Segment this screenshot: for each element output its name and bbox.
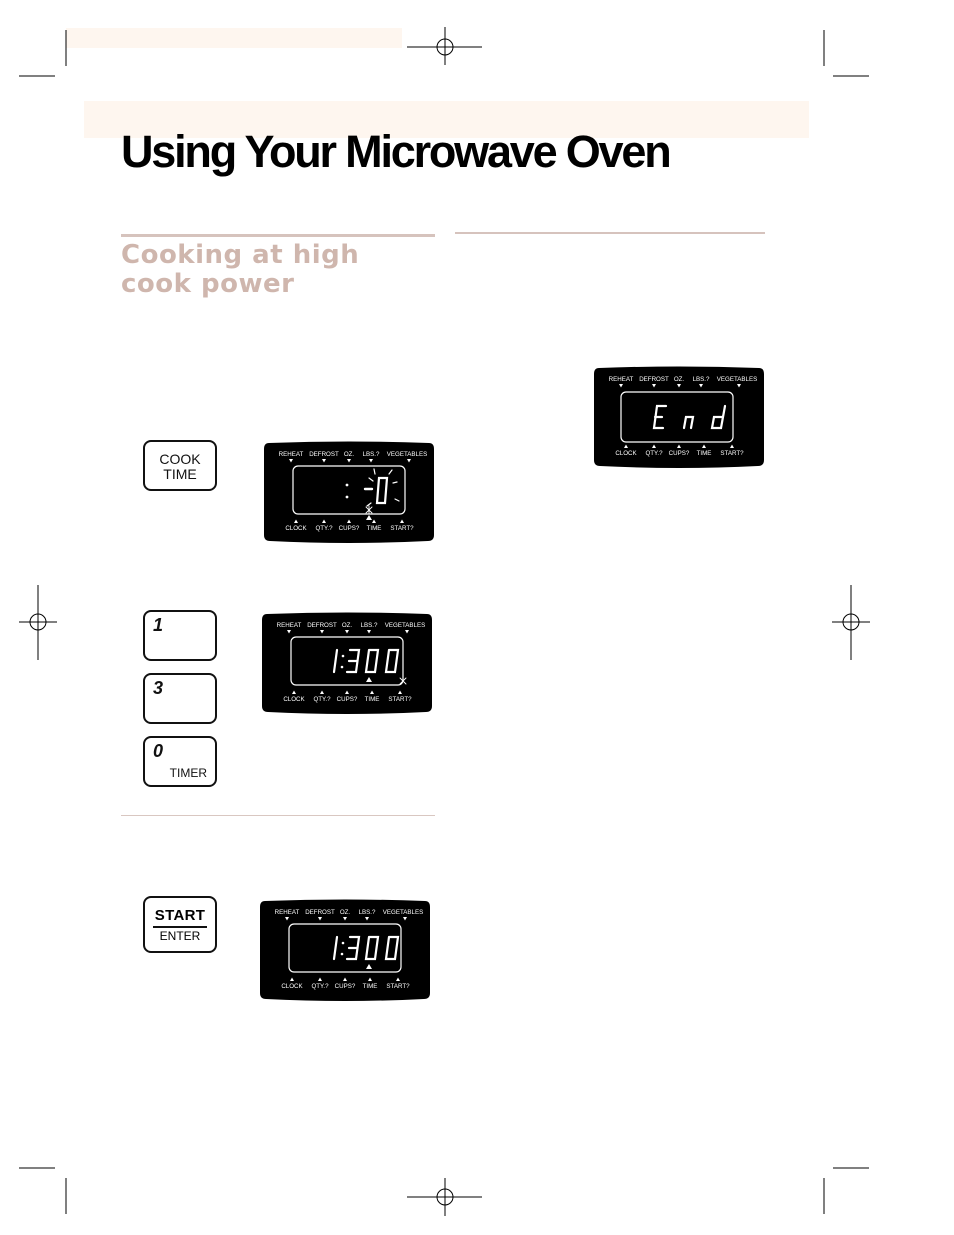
digit-1-key-label: 1: [153, 615, 164, 635]
section-heading-line-1: Cooking at high: [121, 240, 360, 270]
display-label-qty: QTY.?: [645, 450, 663, 457]
display-label-defrost: DEFROST: [639, 376, 669, 383]
display-label-time: TIME: [364, 696, 380, 703]
display-label-lbs: LBS.?: [362, 451, 380, 458]
display-label-start: START?: [388, 696, 412, 703]
display-label-oz: OZ.: [673, 376, 685, 383]
display-label-defrost: DEFROST: [307, 622, 337, 629]
digit-3-key-label: 3: [153, 678, 164, 698]
display-label-vegetables: VEGETABLES: [386, 451, 428, 458]
display-label-oz: OZ.: [341, 622, 353, 629]
display-label-oz: OZ.: [343, 451, 355, 458]
display-label-vegetables: VEGETABLES: [382, 909, 424, 916]
cook-time-key-label-2: TIME: [163, 466, 197, 482]
display-label-reheat: REHEAT: [276, 622, 302, 629]
section-heading-line-2: cook power: [121, 269, 295, 299]
display-label-clock: CLOCK: [283, 696, 305, 703]
display-label-time: TIME: [696, 450, 712, 457]
display-label-clock: CLOCK: [285, 525, 307, 532]
display-label-lbs: LBS.?: [360, 622, 378, 629]
display-label-cups: CUPS?: [336, 696, 358, 703]
display-label-cups: CUPS?: [668, 450, 690, 457]
display-label-qty: QTY.?: [315, 525, 333, 532]
display-label-lbs: LBS.?: [692, 376, 710, 383]
display-label-cups: CUPS?: [334, 983, 356, 990]
display-label-start: START?: [386, 983, 410, 990]
display-label-oz: OZ.: [339, 909, 351, 916]
display-label-defrost: DEFROST: [309, 451, 339, 458]
digit-0-key-label: 0: [153, 741, 164, 761]
display-label-reheat: REHEAT: [274, 909, 300, 916]
display-label-clock: CLOCK: [281, 983, 303, 990]
display-label-cups: CUPS?: [338, 525, 360, 532]
display-label-reheat: REHEAT: [608, 376, 634, 383]
display-label-clock: CLOCK: [615, 450, 637, 457]
display-label-start: START?: [390, 525, 414, 532]
display-label-defrost: DEFROST: [305, 909, 335, 916]
display-label-qty: QTY.?: [311, 983, 329, 990]
timer-key-label: TIMER: [169, 766, 207, 780]
cook-time-key-label-1: COOK: [159, 451, 201, 467]
display-label-vegetables: VEGETABLES: [384, 622, 426, 629]
page-title: Using Your Microwave Oven: [121, 126, 670, 177]
display-label-qty: QTY.?: [313, 696, 331, 703]
start-key-label: START: [154, 907, 206, 924]
display-label-vegetables: VEGETABLES: [716, 376, 758, 383]
display-label-reheat: REHEAT: [278, 451, 304, 458]
enter-key-label: ENTER: [159, 929, 201, 943]
display-label-start: START?: [720, 450, 744, 457]
display-label-lbs: LBS.?: [358, 909, 376, 916]
display-label-time: TIME: [362, 983, 378, 990]
display-label-time: TIME: [366, 525, 382, 532]
